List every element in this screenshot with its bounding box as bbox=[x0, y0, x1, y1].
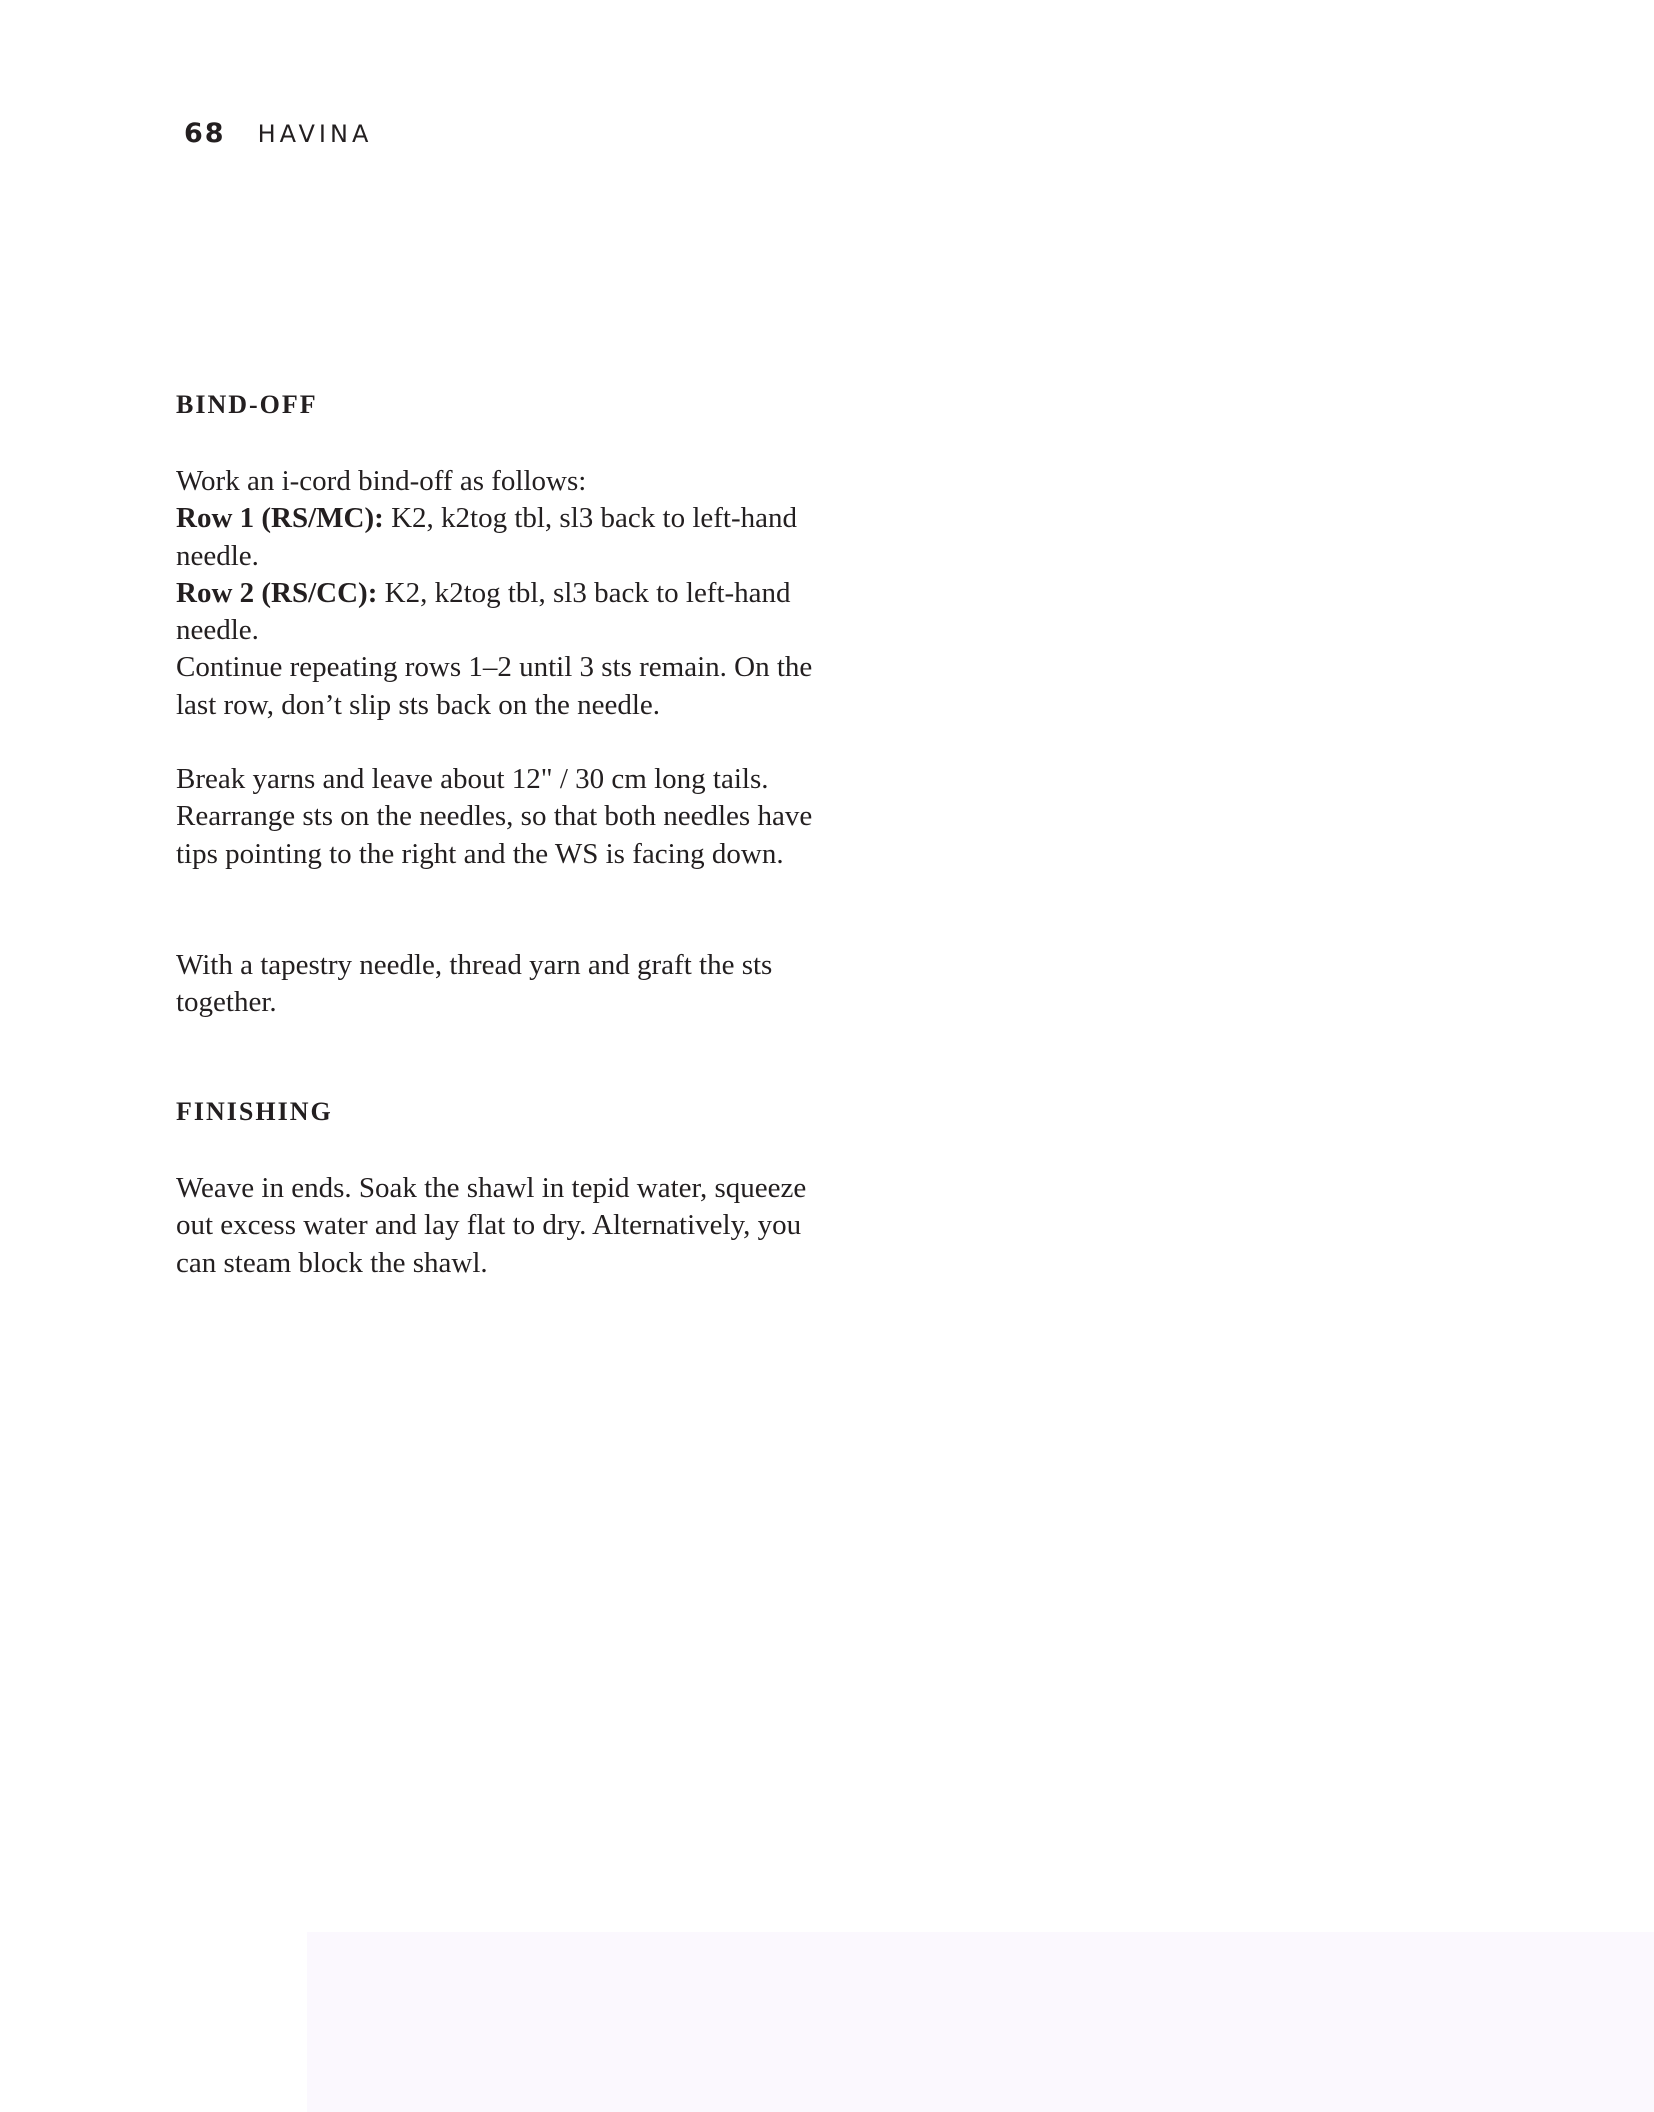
continue-instruction: Continue repeating rows 1–2 until 3 sts remain. On the last row, don’t slip sts back on the needle. bbox=[176, 651, 813, 721]
graft-paragraph bbox=[176, 947, 836, 1022]
row-1-label: Row 1 (RS/MC): bbox=[176, 502, 384, 535]
graft-text: With a tapestry needle, thread yarn and graft the sts together. bbox=[176, 949, 773, 1019]
row-2-label: Row 2 (RS/CC): bbox=[176, 576, 378, 609]
row-1-instruction bbox=[176, 500, 836, 575]
bind-off-intro: Work an i-cord bind-off as follows: bbox=[176, 465, 587, 497]
row-2-instruction bbox=[176, 575, 836, 650]
background-tint-panel bbox=[307, 1932, 1654, 2112]
page-number: 68 bbox=[184, 118, 226, 149]
row-1-text: K2, k2tog tbl, sl3 back to left-hand needle. bbox=[176, 502, 797, 572]
break-yarns-text: Break yarns and leave about 12" / 30 cm long tails. Rearrange sts on the needles, so that both needles have tips pointing to the right and the WS is facing down. bbox=[176, 763, 813, 870]
finishing-heading: FINISHING bbox=[176, 1097, 333, 1126]
row-2-text: K2, k2tog tbl, sl3 back to left-hand needle. bbox=[176, 576, 791, 647]
page-header bbox=[184, 118, 372, 158]
break-yarns-paragraph bbox=[176, 761, 836, 873]
finishing-paragraph bbox=[176, 1170, 836, 1282]
bind-off-heading: BIND-OFF bbox=[176, 390, 318, 419]
finishing-text: Weave in ends. Soak the shawl in tepid water, squeeze out excess water and lay flat to dry. Alternatively, you can steam block the shawl. bbox=[176, 1172, 807, 1279]
bind-off-instructions bbox=[176, 463, 836, 724]
running-title: HAVINA bbox=[257, 120, 373, 148]
